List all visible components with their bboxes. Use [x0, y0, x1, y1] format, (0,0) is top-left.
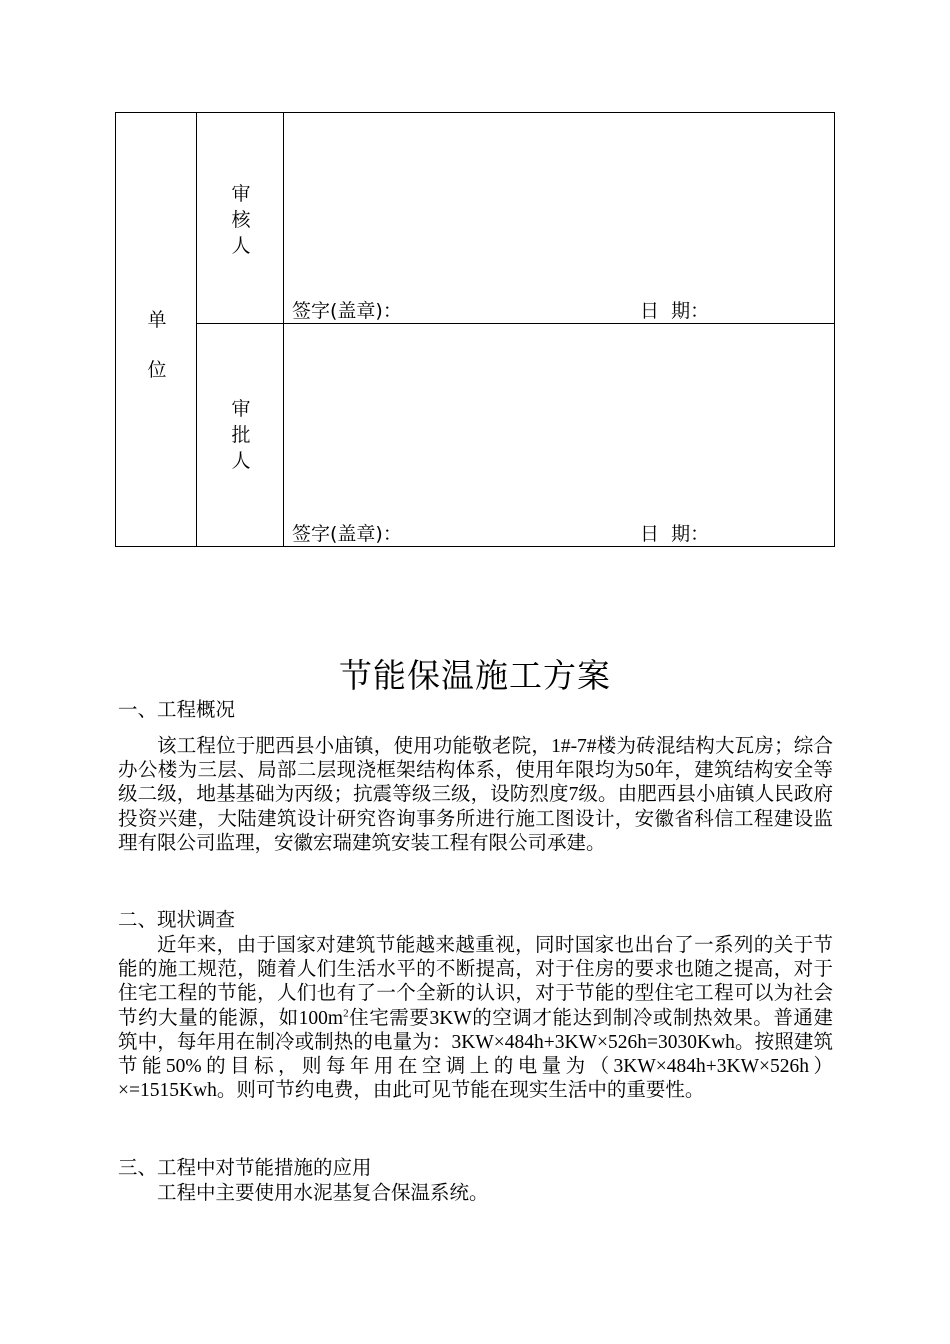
- reviewer-date-label: 日 期：: [640, 300, 710, 322]
- approver-label: [197, 396, 285, 474]
- reviewer-char-2: 核: [231, 209, 251, 231]
- reviewer-role-cell: [196, 112, 284, 324]
- reviewer-char-3: 人: [231, 235, 251, 257]
- approver-char-2: 批: [231, 424, 251, 446]
- unit-label-char-1: 单: [147, 309, 167, 331]
- reviewer-signature-label: 签字(盖章)：: [292, 300, 402, 322]
- section-body-overview: 该工程位于肥西县小庙镇，使用功能敬老院，1#-7#楼为砖混结构大瓦房；综合办公楼为三层、局部二层现浇框架结构体系，使用年限均为50年，建筑结构安全等级二级，地基基础为丙级；抗震等级三级，设防烈度7级。由肥西县小庙镇人民政府投资兴建，大陆建筑设计研究咨询事务所进行施工图设计，安徽省科信工程建设监理有限公司监理，安徽宏瑞建筑安装工程有限公司承建。: [118, 736, 833, 854]
- survey-text-part-1: 近年来，由于国家对建筑节能越来越重视，同时国家也出台了一系列的关于节能的施工规范，随着人们生活水平的不断提高，对于住房的要求也随之提高，对于住宅工程的节能，人们也有了一个全新的认识，对于节能的型住宅工程可以为社会节约大量的能源，如100m: [118, 935, 833, 1029]
- approver-char-3: 人: [231, 450, 251, 472]
- reviewer-char-1: 审: [231, 183, 251, 205]
- unit-cell: [115, 112, 197, 547]
- section-heading-overview: 一、工程概况: [118, 700, 236, 721]
- section-body-survey: [118, 934, 833, 1103]
- section-heading-survey: 二、现状调查: [118, 910, 236, 931]
- document-title: 节能保温施工方案: [339, 659, 611, 695]
- reviewer-label: [197, 181, 285, 259]
- approver-role-cell: [196, 323, 284, 547]
- approver-date-label: 日 期：: [640, 523, 710, 545]
- survey-text-part-2: 住宅需要3KW的空调才能达到制冷或制热效果。普通建筑中，每年用在制冷或制热的电量为：3KW×484h+3KW×526h=3030Kwh。按照建筑节能50%的目标，则每年用在空调上的电量为（3KW×484h+3KW×526h）×=1515Kwh。则可节约电费，由此可见节能在现实生活中的重要性。: [118, 1007, 833, 1102]
- section-body-application: 工程中主要使用水泥基复合保温系统。: [157, 1183, 489, 1204]
- approver-signature-cell: [283, 323, 835, 547]
- section-heading-application: 三、工程中对节能措施的应用: [118, 1158, 372, 1179]
- approver-char-1: 审: [231, 398, 251, 420]
- reviewer-signature-cell: [283, 112, 835, 324]
- approver-signature-label: 签字(盖章)：: [292, 523, 402, 545]
- superscript-2: 2: [343, 1007, 349, 1020]
- approval-table: [115, 112, 835, 547]
- unit-label-char-2: 位: [147, 359, 167, 381]
